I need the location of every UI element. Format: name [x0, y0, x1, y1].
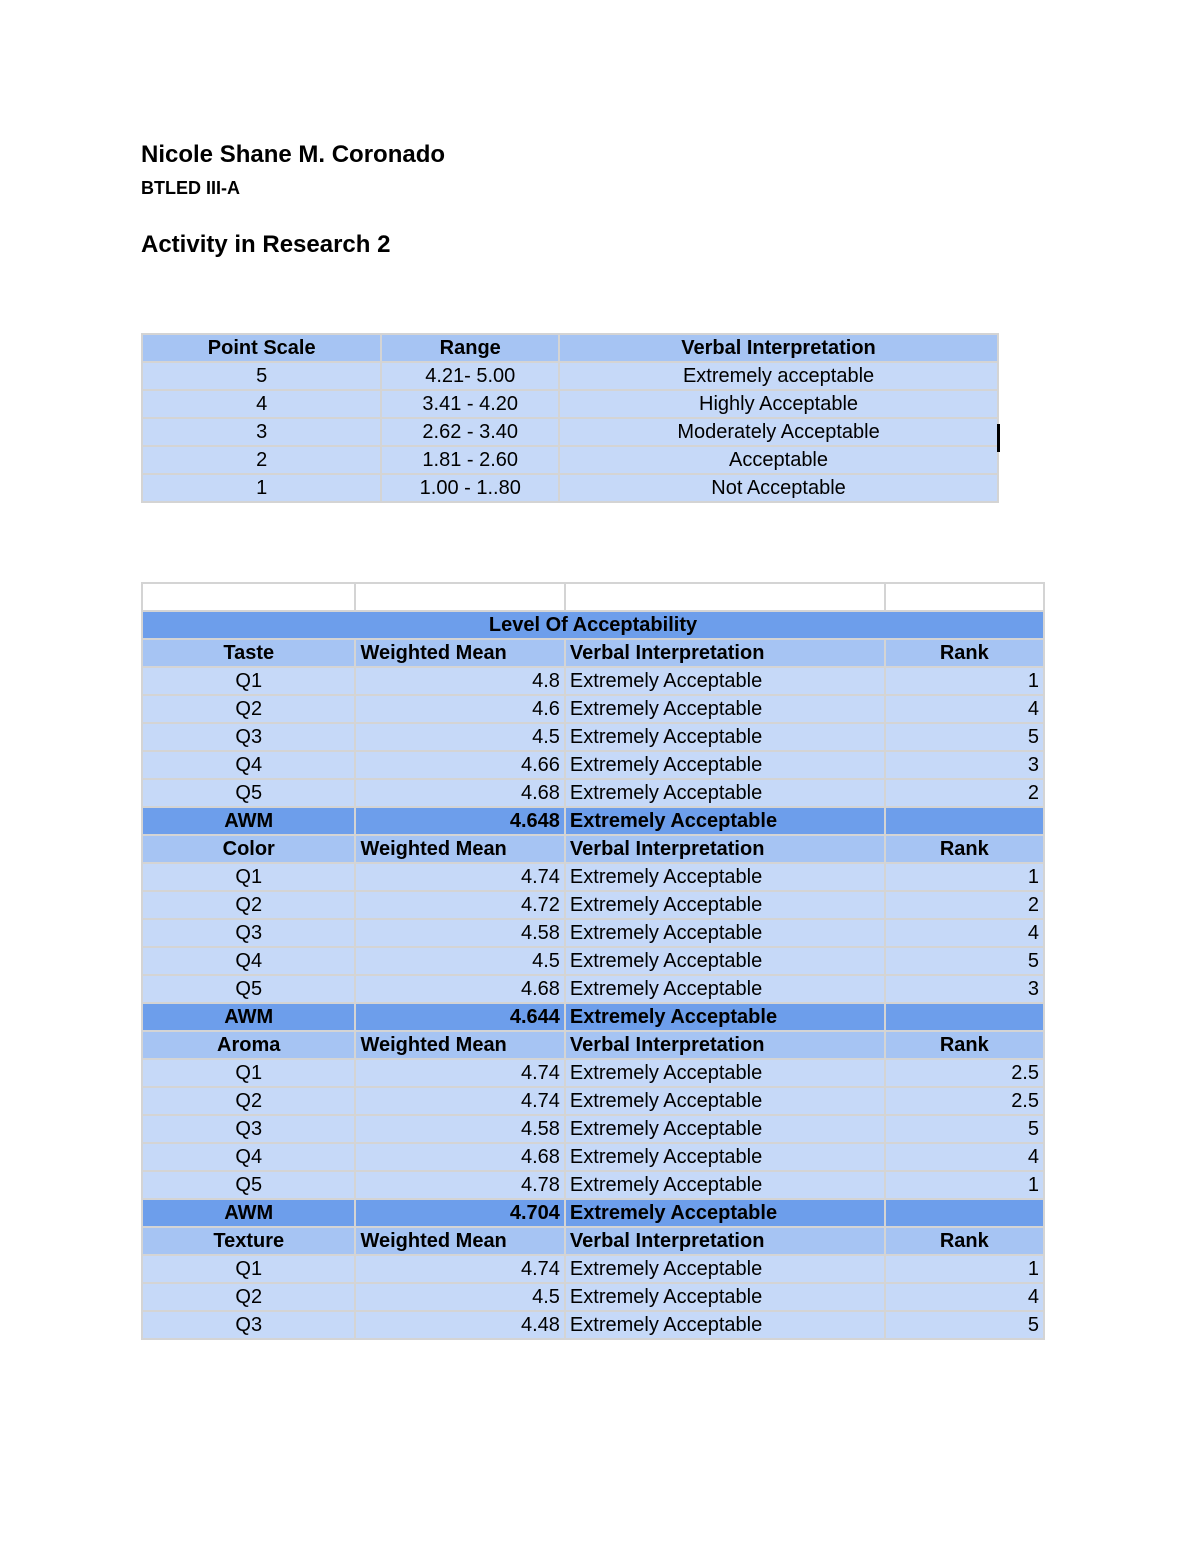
data-row-cell: Extremely Acceptable: [565, 1283, 885, 1311]
data-row: [142, 667, 1044, 695]
scale-row-cell: Moderately Acceptable: [559, 418, 998, 446]
data-row: [142, 863, 1044, 891]
data-row-cell: Extremely Acceptable: [565, 1171, 885, 1199]
data-row-cell: 4.5: [355, 723, 564, 751]
data-row-cell: Extremely Acceptable: [565, 947, 885, 975]
data-row-cell: Extremely Acceptable: [565, 975, 885, 1003]
scale-row-cell: 2: [142, 446, 381, 474]
data-row-cell: 4.74: [355, 1059, 564, 1087]
data-row: [142, 1311, 1044, 1339]
group-header-row: [142, 1031, 1044, 1059]
scale-row-cell: 2.62 - 3.40: [381, 418, 559, 446]
group-header-row-cell: Rank: [885, 1031, 1044, 1059]
data-row-cell: Extremely Acceptable: [565, 891, 885, 919]
awm-row-cell: Extremely Acceptable: [565, 807, 885, 835]
scale-row-cell: 4: [142, 390, 381, 418]
data-row-cell: Q4: [142, 947, 355, 975]
data-row-cell: 4.74: [355, 1087, 564, 1115]
data-row: [142, 779, 1044, 807]
data-row-cell: Extremely Acceptable: [565, 1087, 885, 1115]
data-row: [142, 695, 1044, 723]
group-header-row-cell: Weighted Mean: [355, 1031, 564, 1059]
data-row-cell: 4.5: [355, 1283, 564, 1311]
scale-row-cell: 3.41 - 4.20: [381, 390, 559, 418]
scale-row-cell: 1: [142, 474, 381, 502]
group-header-row-cell: Rank: [885, 835, 1044, 863]
data-row-cell: 3: [885, 751, 1044, 779]
data-row-cell: Extremely Acceptable: [565, 1115, 885, 1143]
group-header-row: [142, 1227, 1044, 1255]
data-row: [142, 1255, 1044, 1283]
group-header-row-cell: Verbal Interpretation: [565, 1031, 885, 1059]
data-row-cell: Q1: [142, 1255, 355, 1283]
data-row-cell: 5: [885, 947, 1044, 975]
awm-row-cell: [885, 807, 1044, 835]
data-row-cell: 4: [885, 1143, 1044, 1171]
group-header-row-cell: Verbal Interpretation: [565, 1227, 885, 1255]
data-row-cell: 4.68: [355, 1143, 564, 1171]
group-header-row-cell: Rank: [885, 639, 1044, 667]
data-row: [142, 1115, 1044, 1143]
scale-header-row: [142, 334, 998, 362]
scale-row: [142, 390, 998, 418]
group-header-row: [142, 835, 1044, 863]
data-row-cell: 1: [885, 863, 1044, 891]
group-header-row-cell: Texture: [142, 1227, 355, 1255]
data-row-cell: 4.72: [355, 891, 564, 919]
scale-row: [142, 446, 998, 474]
data-row: [142, 919, 1044, 947]
data-row-cell: Q2: [142, 695, 355, 723]
data-row-cell: 4: [885, 695, 1044, 723]
data-row-cell: 2.5: [885, 1059, 1044, 1087]
scale-row: [142, 474, 998, 502]
group-header-row-cell: Weighted Mean: [355, 1227, 564, 1255]
awm-row-cell: 4.644: [355, 1003, 564, 1031]
data-row-cell: 4.5: [355, 947, 564, 975]
data-row-cell: Extremely Acceptable: [565, 667, 885, 695]
awm-row-cell: [885, 1003, 1044, 1031]
acceptability-table: [141, 582, 1045, 1340]
scale-row-cell: 4.21- 5.00: [381, 362, 559, 390]
scale-row-cell: 3: [142, 418, 381, 446]
data-row-cell: 4.6: [355, 695, 564, 723]
scale-row-cell: 1.81 - 2.60: [381, 446, 559, 474]
scale-row: [142, 418, 998, 446]
blank-row-cell: [885, 583, 1044, 611]
group-header-row-cell: Verbal Interpretation: [565, 639, 885, 667]
blank-row-cell: [565, 583, 885, 611]
data-row-cell: 4: [885, 919, 1044, 947]
blank-row-cell: [142, 583, 355, 611]
data-row-cell: 4.66: [355, 751, 564, 779]
awm-row-cell: 4.648: [355, 807, 564, 835]
data-row-cell: Q4: [142, 1143, 355, 1171]
text-cursor: [997, 424, 1000, 452]
data-row: [142, 1171, 1044, 1199]
awm-row: [142, 807, 1044, 835]
data-row-cell: Extremely Acceptable: [565, 1143, 885, 1171]
data-row-cell: Q2: [142, 891, 355, 919]
data-row-cell: Q5: [142, 975, 355, 1003]
awm-row-cell: Extremely Acceptable: [565, 1199, 885, 1227]
data-row: [142, 891, 1044, 919]
scale-row: [142, 362, 998, 390]
scale-header-row-cell: Point Scale: [142, 334, 381, 362]
awm-row-cell: AWM: [142, 807, 355, 835]
data-row-cell: Extremely Acceptable: [565, 779, 885, 807]
group-header-row-cell: Taste: [142, 639, 355, 667]
data-row-cell: 4.58: [355, 919, 564, 947]
scale-row-cell: Not Acceptable: [559, 474, 998, 502]
data-row-cell: 4.48: [355, 1311, 564, 1339]
data-row-cell: 2: [885, 891, 1044, 919]
scale-row-cell: Highly Acceptable: [559, 390, 998, 418]
scale-row-cell: Acceptable: [559, 446, 998, 474]
data-row-cell: 4.74: [355, 863, 564, 891]
data-row-cell: Q5: [142, 1171, 355, 1199]
data-row-cell: Q5: [142, 779, 355, 807]
data-row-cell: Q2: [142, 1283, 355, 1311]
data-row-cell: Extremely Acceptable: [565, 919, 885, 947]
scale-header-row-cell: Range: [381, 334, 559, 362]
data-row-cell: Q2: [142, 1087, 355, 1115]
awm-row-cell: Extremely Acceptable: [565, 1003, 885, 1031]
data-row-cell: 2.5: [885, 1087, 1044, 1115]
awm-row-cell: AWM: [142, 1199, 355, 1227]
data-row-cell: 4.74: [355, 1255, 564, 1283]
group-header-row-cell: Weighted Mean: [355, 639, 564, 667]
data-row-cell: Q1: [142, 863, 355, 891]
data-row-cell: Q4: [142, 751, 355, 779]
data-row: [142, 1087, 1044, 1115]
blank-row: [142, 583, 1044, 611]
data-row: [142, 975, 1044, 1003]
scale-header-row-cell: Verbal Interpretation: [559, 334, 998, 362]
data-row-cell: 4: [885, 1283, 1044, 1311]
awm-row-cell: [885, 1199, 1044, 1227]
data-row-cell: 2: [885, 779, 1044, 807]
group-header-row-cell: Rank: [885, 1227, 1044, 1255]
data-row-cell: Extremely Acceptable: [565, 1311, 885, 1339]
blank-row-cell: [355, 583, 564, 611]
data-row-cell: 4.68: [355, 779, 564, 807]
section-label: BTLED III-A: [141, 178, 240, 198]
data-row-cell: Extremely Acceptable: [565, 1255, 885, 1283]
data-row-cell: Q3: [142, 919, 355, 947]
data-row-cell: Extremely Acceptable: [565, 751, 885, 779]
data-row-cell: Extremely Acceptable: [565, 863, 885, 891]
awm-row: [142, 1199, 1044, 1227]
data-row-cell: 4.78: [355, 1171, 564, 1199]
data-row-cell: 1: [885, 1255, 1044, 1283]
data-row-cell: Q1: [142, 667, 355, 695]
data-row-cell: 1: [885, 667, 1044, 695]
data-row-cell: Q1: [142, 1059, 355, 1087]
data-row-cell: 5: [885, 1115, 1044, 1143]
data-row-cell: 5: [885, 1311, 1044, 1339]
page-title: Activity in Research 2: [141, 231, 391, 258]
data-row: [142, 947, 1044, 975]
data-row-cell: 4.8: [355, 667, 564, 695]
group-header-row-cell: Verbal Interpretation: [565, 835, 885, 863]
data-row-cell: 4.68: [355, 975, 564, 1003]
data-row-cell: 5: [885, 723, 1044, 751]
point-scale-table: [141, 333, 999, 503]
data-row: [142, 723, 1044, 751]
group-header-row: [142, 639, 1044, 667]
caption-row: [142, 611, 1044, 639]
awm-row-cell: AWM: [142, 1003, 355, 1031]
data-row-cell: Q3: [142, 1115, 355, 1143]
scale-row-cell: Extremely acceptable: [559, 362, 998, 390]
scale-row-cell: 5: [142, 362, 381, 390]
group-header-row-cell: Color: [142, 835, 355, 863]
data-row: [142, 1059, 1044, 1087]
data-row-cell: 1: [885, 1171, 1044, 1199]
awm-row: [142, 1003, 1044, 1031]
data-row: [142, 1143, 1044, 1171]
awm-row-cell: 4.704: [355, 1199, 564, 1227]
group-header-row-cell: Aroma: [142, 1031, 355, 1059]
data-row-cell: 3: [885, 975, 1044, 1003]
data-row-cell: Q3: [142, 1311, 355, 1339]
group-header-row-cell: Weighted Mean: [355, 835, 564, 863]
scale-row-cell: 1.00 - 1..80: [381, 474, 559, 502]
data-row-cell: 4.58: [355, 1115, 564, 1143]
data-row-cell: Extremely Acceptable: [565, 1059, 885, 1087]
caption-row-cell: Level Of Acceptability: [142, 611, 1044, 639]
data-row: [142, 1283, 1044, 1311]
data-row: [142, 751, 1044, 779]
data-row-cell: Extremely Acceptable: [565, 723, 885, 751]
author-name: Nicole Shane M. Coronado: [141, 141, 446, 168]
data-row-cell: Extremely Acceptable: [565, 695, 885, 723]
data-row-cell: Q3: [142, 723, 355, 751]
